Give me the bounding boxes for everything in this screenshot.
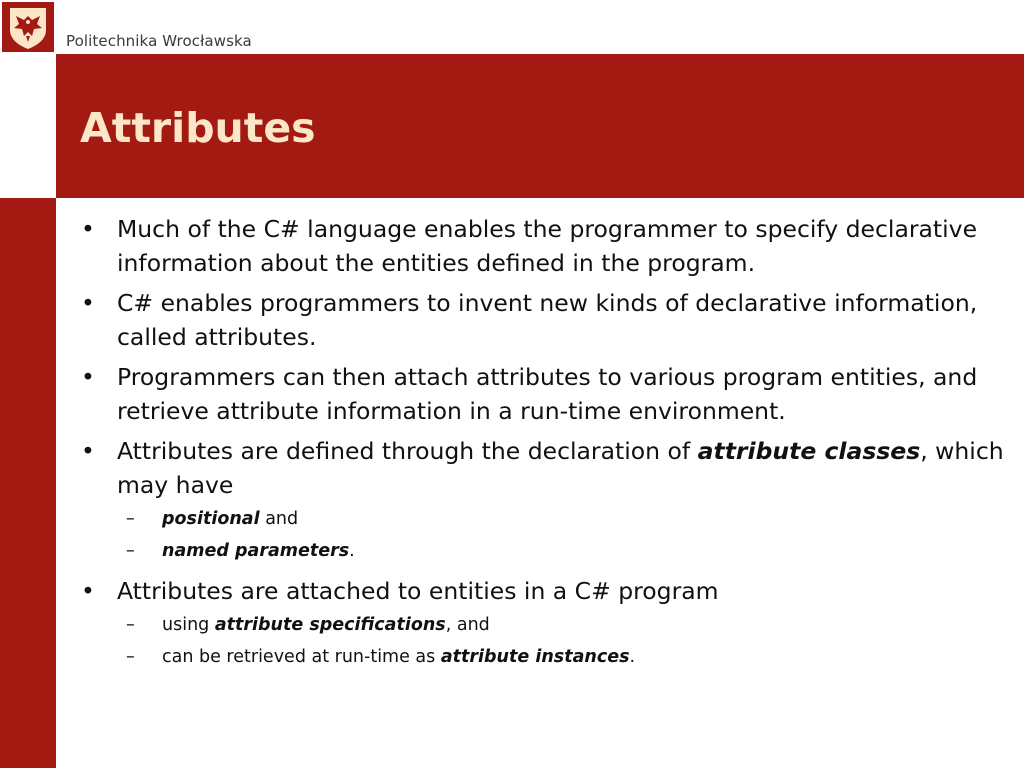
slide-content xyxy=(80,212,1010,680)
sub-bullet-item xyxy=(80,536,1010,566)
bullet-text-before: Attributes are defined through the declaration of xyxy=(117,437,698,465)
sub-emphasis: attribute instances xyxy=(440,647,630,667)
sub-bullet-item xyxy=(80,610,1010,640)
sub-bullet-item xyxy=(80,504,1010,534)
sub-list xyxy=(80,504,1010,566)
sub-emphasis: positional xyxy=(162,509,260,529)
bullet-glyph: • xyxy=(81,289,95,317)
sub-text-after: . xyxy=(629,647,636,667)
dash-glyph: – xyxy=(126,647,135,667)
institution-name: Politechnika Wrocławska xyxy=(66,32,252,50)
sub-emphasis: named parameters xyxy=(162,541,350,561)
left-accent-bar xyxy=(0,198,56,768)
bullet-glyph: • xyxy=(81,363,95,391)
title-band xyxy=(56,54,1024,198)
dash-glyph: – xyxy=(126,615,135,635)
sub-bullet-item xyxy=(80,642,1010,672)
bullet-item xyxy=(80,434,1010,502)
sub-list xyxy=(80,610,1010,672)
sub-text-before: using xyxy=(162,615,215,635)
bullet-text: Programmers can then attach attributes to various program entities, and retrieve attribute information in a run-time environment. xyxy=(117,363,978,425)
bullet-item xyxy=(80,360,1010,428)
sub-text-before: can be retrieved at run-time as xyxy=(162,647,441,667)
bullet-glyph: • xyxy=(81,577,95,605)
bullet-item xyxy=(80,212,1010,280)
bullet-emphasis: attribute classes xyxy=(697,437,921,465)
header xyxy=(0,0,1024,54)
slide-title: Attributes xyxy=(80,104,316,152)
bullet-text: Much of the C# language enables the programmer to specify declarative information about the entities defined in the program. xyxy=(117,215,978,277)
bullet-text: Attributes are attached to entities in a C# program xyxy=(117,577,719,605)
sub-text-after: and xyxy=(259,509,299,529)
bullet-item xyxy=(80,286,1010,354)
dash-glyph: – xyxy=(126,541,135,561)
bullet-item xyxy=(80,574,1010,608)
eagle-shield-icon xyxy=(2,2,54,52)
bullet-glyph: • xyxy=(81,215,95,243)
dash-glyph: – xyxy=(126,509,135,529)
bullet-glyph: • xyxy=(81,437,95,465)
sub-text-after: , and xyxy=(445,615,490,635)
sub-emphasis: attribute specifications xyxy=(214,615,446,635)
bullet-text-after: , which may have xyxy=(117,437,1004,499)
bullet-text: C# enables programmers to invent new kinds of declarative information, called attributes. xyxy=(117,289,978,351)
sub-text-after: . xyxy=(349,541,355,561)
